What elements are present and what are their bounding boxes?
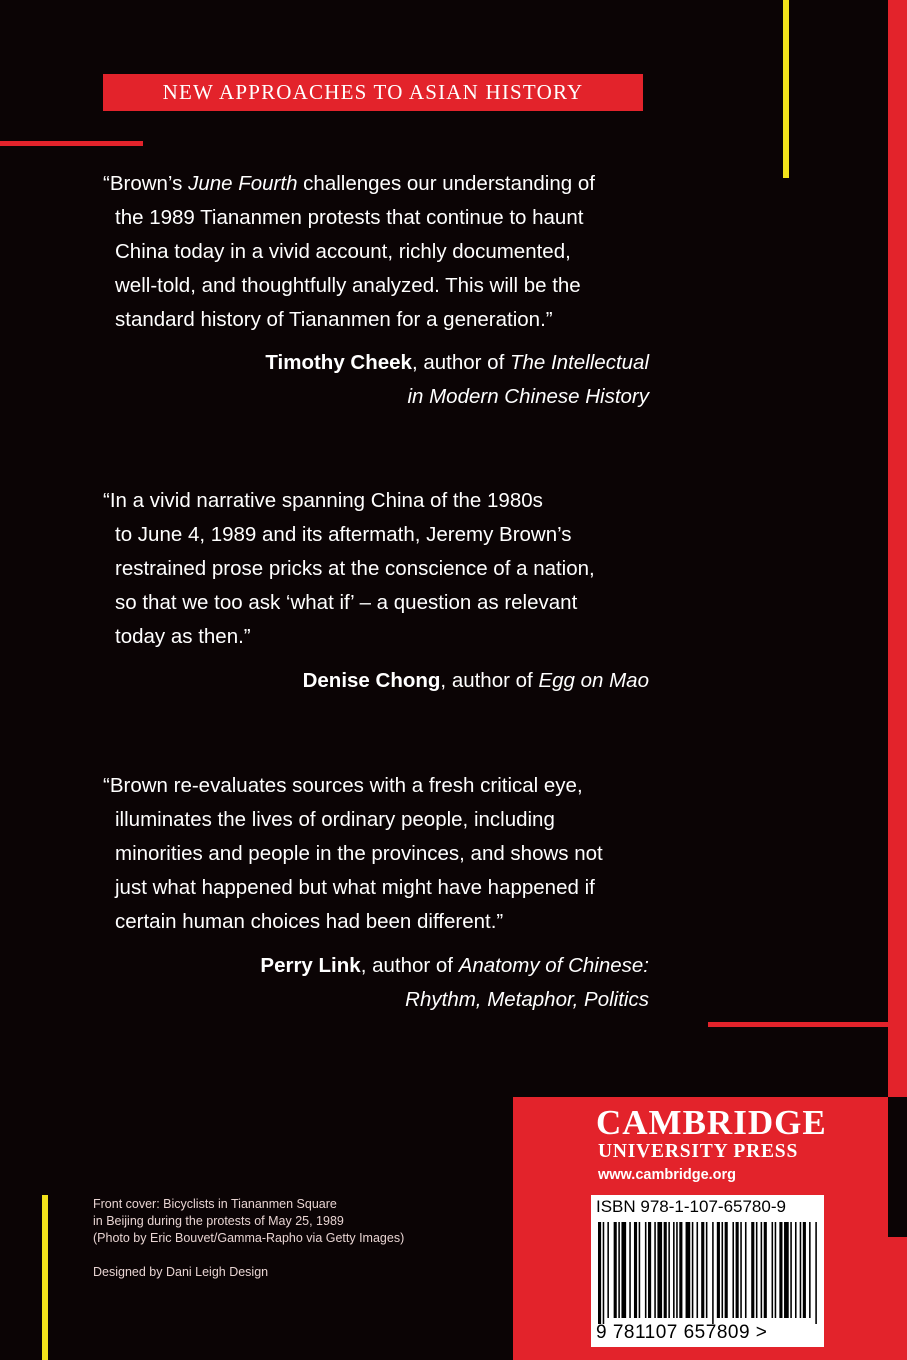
barcode-bar [679, 1222, 682, 1318]
designer-credit: Designed by Dani Leigh Design [93, 1265, 269, 1279]
quote-line: the 1989 Tiananmen protests that continue to haunt [115, 206, 584, 229]
attribution-line: Rhythm, Metaphor, Politics [405, 988, 649, 1011]
barcode-bar [722, 1222, 724, 1318]
barcode-bar [803, 1222, 806, 1318]
barcode-bar [764, 1222, 767, 1318]
black-notch [888, 1097, 907, 1237]
barcode-bar [732, 1222, 734, 1318]
barcode-bar [790, 1222, 792, 1318]
barcode-bar [614, 1222, 617, 1318]
barcode-digits: 9 781107 657809 > [596, 1322, 768, 1343]
barcode-bar [775, 1222, 777, 1318]
barcode-bar [745, 1222, 747, 1318]
barcode-bar [676, 1222, 678, 1318]
barcode-bar [751, 1222, 754, 1318]
barcode [598, 1222, 820, 1324]
barcode-bar [686, 1222, 691, 1318]
quote-line: today as then.” [115, 625, 251, 648]
quote-line: illuminates the lives of ordinary people, including [115, 808, 555, 831]
quote-1 [103, 167, 663, 337]
quote-line: standard history of Tiananmen for a generation.” [115, 308, 553, 331]
yellow-rule-top [783, 0, 789, 178]
barcode-bar [696, 1222, 698, 1318]
barcode-bar [692, 1222, 694, 1318]
quote-line: “In a vivid narrative spanning China of the 1980s [103, 489, 543, 512]
barcode-bar [634, 1222, 637, 1318]
publisher-url: www.cambridge.org [598, 1167, 737, 1183]
quote-line: China today in a vivid account, richly documented, [115, 240, 571, 263]
barcode-bar [809, 1222, 811, 1318]
barcode-bar [668, 1222, 670, 1318]
quote-line: so that we too ask ‘what if’ – a question as relevant [115, 591, 578, 614]
quote-2 [103, 484, 663, 654]
quote-line: “Brown re-evaluates sources with a fresh critical eye, [103, 774, 583, 797]
barcode-bar [639, 1222, 641, 1318]
barcode-bar [629, 1222, 631, 1318]
cover-credit-line: Front cover: Bicyclists in Tiananmen Square [93, 1197, 337, 1211]
quote-line: well-told, and thoughtfully analyzed. This will be the [115, 274, 581, 297]
barcode-bar [779, 1222, 782, 1318]
barcode-bar [654, 1222, 656, 1318]
quote-line: “Brown’s June Fourth challenges our understanding of [103, 172, 595, 195]
barcode-bar [725, 1222, 728, 1318]
barcode-bar [795, 1222, 797, 1318]
barcode-bar [618, 1222, 620, 1318]
barcode-bar [607, 1222, 609, 1318]
publisher-press: UNIVERSITY PRESS [598, 1141, 799, 1162]
quote-3-attribution [89, 949, 649, 1017]
barcode-bar [598, 1222, 601, 1324]
barcode-bar [717, 1222, 720, 1318]
barcode-bar [736, 1222, 739, 1318]
barcode-bar [673, 1222, 675, 1318]
barcode-bar [712, 1222, 714, 1324]
quote-line: certain human choices had been different.” [115, 910, 504, 933]
quote-line: minorities and people in the provinces, and shows not [115, 842, 603, 865]
barcode-bar [740, 1222, 742, 1318]
publisher-name: CAMBRIDGE [596, 1103, 827, 1142]
quote-line: restrained prose pricks at the conscience of a nation, [115, 557, 595, 580]
attribution-line: Timothy Cheek, author of The Intellectual [265, 351, 649, 374]
red-rule-left [0, 141, 143, 146]
barcode-bar [784, 1222, 789, 1318]
quote-line: to June 4, 1989 and its aftermath, Jeremy Brown’s [115, 523, 572, 546]
barcode-bar [603, 1222, 605, 1324]
attribution-line: in Modern Chinese History [407, 385, 649, 408]
red-rule-right [708, 1022, 888, 1027]
yellow-rule-bottom [42, 1195, 48, 1360]
series-banner: NEW APPROACHES TO ASIAN HISTORY [103, 74, 643, 111]
attribution-line: Perry Link, author of Anatomy of Chinese: [260, 954, 649, 977]
barcode-bar [664, 1222, 667, 1318]
barcode-bar [815, 1222, 817, 1324]
isbn-label: ISBN 978-1-107-65780-9 [596, 1197, 786, 1216]
quote-3 [103, 769, 663, 939]
barcode-bar [761, 1222, 763, 1318]
barcode-bar [756, 1222, 758, 1318]
barcode-bar [645, 1222, 647, 1318]
barcode-bar [800, 1222, 802, 1318]
attribution-line: Denise Chong, author of Egg on Mao [302, 669, 649, 692]
quote-1-attribution [89, 346, 649, 414]
barcode-bar [621, 1222, 626, 1318]
cover-credit-line: in Beijing during the protests of May 25, 1989 [93, 1214, 344, 1228]
barcode-bar [648, 1222, 651, 1318]
barcode-bar [657, 1222, 662, 1318]
quote-2-attribution [89, 664, 649, 698]
cover-credit-line: (Photo by Eric Bouvet/Gamma-Rapho via Getty Images) [93, 1231, 405, 1245]
cover-credit [93, 1196, 513, 1247]
barcode-bar [701, 1222, 704, 1318]
barcode-bar [772, 1222, 774, 1318]
quote-line: just what happened but what might have happened if [115, 876, 595, 899]
barcode-bar [706, 1222, 708, 1318]
